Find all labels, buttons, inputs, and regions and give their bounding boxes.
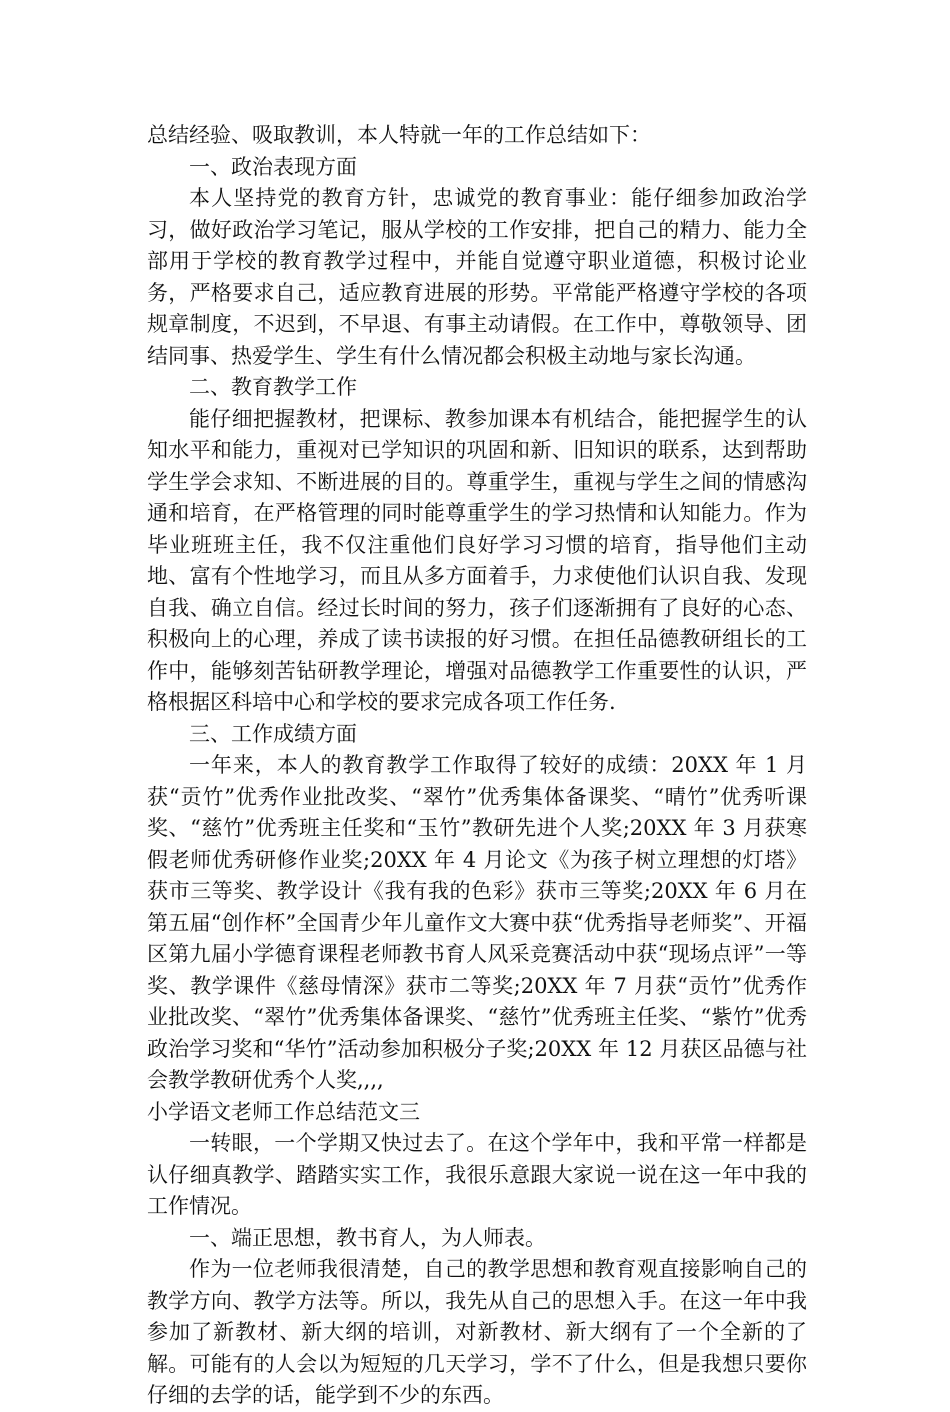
document-body [147,120,807,1412]
paragraph: 一转眼，一个学期又快过去了。在这个学年中，我和平常一样都是认仔细真教学、踏踏实实工作，我很乐意跟大家说一说在这一年中我的工作情况。 [147,1131,807,1218]
paragraph: 一、政治表现方面 [189,154,357,179]
paragraph: 一年来，本人的教育教学工作取得了较好的成绩：20XX 年 1 月获“贡竹”优秀作业批改奖、“翠竹”优秀集体备课奖、“晴竹”优秀听课奖、“慈竹”优秀班主任奖和“玉竹”教研先进个人奖;20XX 年 3 月获寒假老师优秀研修作业奖;20XX 年 4 月论文《为孩子树立理想的灯塔》获市三等奖、教学设计《我有我的色彩》获市三等奖;20XX 年 6 月在第五届“创作杯”全国青少年儿童作文大赛中获“优秀指导老师奖”、开福区第九届小学德育课程老师教书育人风采竞赛活动中获“现场点评”一等奖、教学课件《慈母情深》获市二等奖;20XX 年 7 月获“贡竹”优秀作业批改奖、“翠竹”优秀集体备课奖、“慈竹”优秀班主任奖、“紫竹”优秀政治学习奖和“华竹”活动参加积极分子奖;20XX 年 12 月获区品德与社会教学教研优秀个人奖,,,, [147,753,807,1092]
paragraph: 作为一位老师我很清楚，自己的教学思想和教育观直接影响自己的教学方向、教学方法等。所以，我先从自己的思想入手。在这一年中我参加了新教材、新大纲的培训，对新教材、新大纲有了一个全新的了解。可能有的人会以为短短的几天学习，学不了什么，但是我想只要你仔细的去学的话，能学到不少的东西。 [147,1257,807,1407]
paragraph: 本人坚持党的教育方针，忠诚党的教育事业：能仔细参加政治学习，做好政治学习笔记，服从学校的工作安排，把自己的精力、能力全部用于学校的教育教学过程中，并能自觉遵守职业道德，积极讨论业务，严格要求自己，适应教育进展的形势。平常能严格遵守学校的各项规章制度，不迟到，不早退、有事主动请假。在工作中，尊敬领导、团结同事、热爱学生、学生有什么情况都会积极主动地与家长沟通。 [147,186,807,368]
paragraph: 二、教育教学工作 [189,375,357,399]
paragraph: 一、端正思想，教书育人，为人师表。 [189,1225,546,1250]
paragraph: 能仔细把握教材，把课标、教参加课本有机结合，能把握学生的认知水平和能力，重视对已学知识的巩固和新、旧知识的联系，达到帮助学生学会求知、不断进展的目的。尊重学生，重视与学生之间的情感沟通和培育，在严格管理的同时能尊重学生的学习热情和认知能力。作为毕业班班主任，我不仅注重他们良好学习习惯的培育，指导他们主动地、富有个性地学习，而且从多方面着手，力求使他们认识自我、发现自我、确立自信。经过长时间的努力，孩子们逐渐拥有了良好的心态、积极向上的心理，养成了读书读报的好习惯。在担任品德教研组长的工作中，能够刻苦钻研教学理论，增强对品德教学工作重要性的认识，严格根据区科培中心和学校的要求完成各项工作任务. [147,406,807,714]
paragraph: 总结经验、吸取教训，本人特就一年的工作总结如下： [147,123,651,147]
paragraph: 小学语文老师工作总结范文三 [147,1099,420,1124]
paragraph: 三、工作成绩方面 [189,721,357,746]
